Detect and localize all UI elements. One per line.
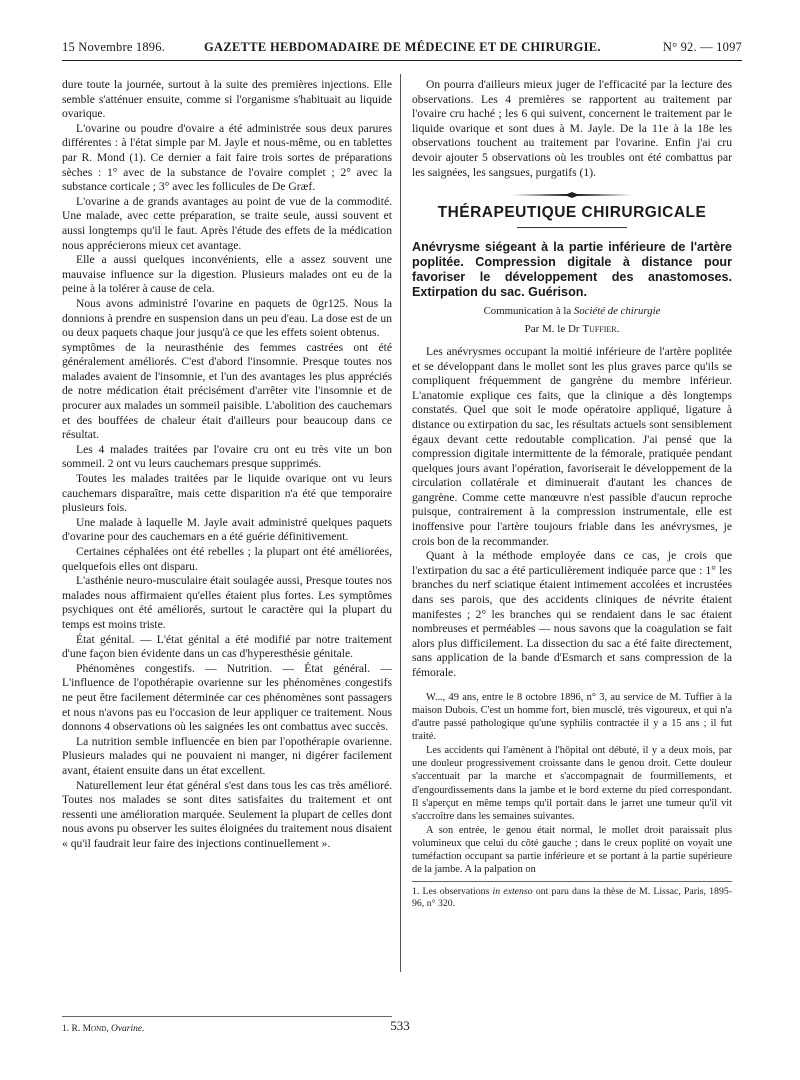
case-paragraph: W..., 49 ans, entre le 8 octobre 1896, n° 3, au service de M. Tuffier à la maison Dubois. C'est un homme fort, bien musclé, très vigoureux, et qui n'a d'autre passé pathologique qu'une syphilis contractée il y a 15 ans ; il fut traité. bbox=[412, 691, 732, 743]
paragraph: Elle a aussi quelques inconvénients, elle a assez souvent une mauvaise influence sur la digestion. Plusieurs malades ont eu de la peine à la tolérer à cause de cela. bbox=[62, 253, 392, 296]
paragraph: Phénomènes congestifs. — Nutrition. — État général. — L'influence de l'opothérapie ovarienne sur les phénomènes congestifs ne peut être facilement déterminée car ces phénomènes sont passagers et nous n'avons pas eu l'occasion de leur appliquer ce traitement. Nous donnons 4 observations où les saignées les ont combattus avec succès. bbox=[62, 661, 392, 734]
author-name: Tuffier. bbox=[582, 323, 620, 336]
section-rule bbox=[517, 227, 627, 228]
footnote-author: R. Mond, bbox=[71, 1024, 109, 1034]
paragraph: La nutrition semble influencée en bien par l'opothérapie ovarienne. Plusieurs malades qui ne pouvaient ni manger, ni digérer facilement avant, étaient ensuite dans un état excellent. bbox=[62, 734, 392, 777]
paragraph: Quant à la méthode employée dans ce cas, je crois que l'extirpation du sac a été particulièrement indiquée parce que : 1° les branches du nerf sciatique étaient intimement accolées et incrustées dans ses parois, que des accidents cliniques de névrite étaient manifestes ; 2° les branches qui se rendaient dans le sac étaient nombreuses et perméables — nous savons que la coagulation se fait alors plus difficilement. La dissection du sac a été faite directement, sans application de la bande d'Esmarch et sans compression de la fémorale. bbox=[412, 549, 732, 679]
paragraph: Nous avons administré l'ovarine en paquets de 0gr125. Nous la donnions à prendre en suspension dans un peu d'eau. La dose est de un ou deux paquets chaque jour jusqu'à ce que les effets soient obtenus. bbox=[62, 296, 392, 340]
footnote-work: Ovarine. bbox=[110, 1024, 145, 1034]
paragraph: L'asthénie neuro-musculaire était soulagée aussi, Presque toutes nos malades nous affirmaient qu'elles étaient plus fortes. Les symptômes psychiques ont été améliorés, surtout le caractère qui la plupart du temps est moins triste. bbox=[62, 574, 392, 631]
header-journal-title: GAZETTE HEBDOMADAIRE DE MÉDECINE ET DE CHIRURGIE. bbox=[204, 40, 601, 54]
intro-paragraph: On pourra d'ailleurs mieux juger de l'efficacité par la lecture des observations. Les 4 premières se rapportent au traitement par l'ovaire cru haché ; les 6 qui suivent, concernent le traitement par le liquide ovarique et sont dues à M. Jayle. De la 11e à la 18e les observations touchent au traitement par l'ovarine. Enfin j'ai cru devoir ajouter 5 observations où les troubles ont été combattus par les saignées, les sangsues, purgatifs (1). bbox=[412, 78, 732, 179]
case-paragraph: Les accidents qui l'amènent à l'hôpital ont débuté, il y a deux mois, par une douleur progressivement croissante dans le genou droit. Cette douleur s'accentuait par la marche et s'accompagnait de fourmillements, et d'engourdissements dans la jambe et le bord externe du pied correspondant. Il s'aperçut en même temps qu'il portait dans le jarret une tumeur qu'il vit s'accroître dans les semaines suivantes. bbox=[412, 744, 732, 823]
right-footnote bbox=[412, 881, 732, 911]
separator-ornament bbox=[512, 192, 632, 198]
communication-line bbox=[412, 304, 732, 319]
footnote-text-before: Les observations bbox=[422, 885, 490, 897]
footnote-number: 1. bbox=[62, 1024, 70, 1034]
page-header bbox=[62, 38, 742, 61]
right-column bbox=[412, 78, 732, 911]
communication-prefix: Communication à la bbox=[483, 304, 572, 317]
paragraph: État génital. — L'état génital a été modifié par notre traitement d'une façon bien évidente dans un cas d'hyperesthésie génitale. bbox=[62, 632, 392, 661]
left-column bbox=[62, 78, 392, 851]
footnote-number: 1. bbox=[412, 885, 420, 897]
paragraph: Les 4 malades traitées par l'ovaire cru ont eu très vite un bon sommeil. 2 ont vu leurs cauchemars presque supprimés. bbox=[62, 442, 392, 471]
paragraph: L'ovarine a de grands avantages au point de vue de la commodité. Une malade, avec cette préparation, se traite seule, aussi souvent et aussi longtemps qu'il le faut. Après l'étude des effets de la médication nous apprécierons mieux cet avantage. bbox=[62, 194, 392, 252]
column-divider bbox=[400, 74, 401, 972]
case-paragraph: A son entrée, le genou était normal, le mollet droit paraissait plus volumineux que celui du côté gauche ; dans le creux poplité on voyait une tuméfaction occupant sa partie inférieure et se portant à la partie supérieure de la jambe. A la palpation on bbox=[412, 824, 732, 876]
page-number: 533 bbox=[390, 1018, 410, 1033]
footnote-text-after: ont paru dans la thèse de M. Lissac, Paris, 1895-96, n° 320. bbox=[412, 885, 733, 910]
section-title: THÉRAPEUTIQUE CHIRURGICALE bbox=[437, 204, 707, 222]
paragraph: Naturellement leur état général s'est dans tous les cas très amélioré. Toutes nos malades se sont dites satisfaites du traitement et ont ressenti une amélioration marquée. Seulement la plupart de celles dont nous avons pu observer les suites éloignées du traitement nous disaient « qu'il faudrait leur faire des injections continuellement ». bbox=[62, 778, 392, 850]
article-title: Anévrysme siégeant à la partie inférieure de l'artère poplitée. Compression digitale à distance pour favoriser le développement des anastomoses. Extirpation du sac. Guérison. bbox=[412, 239, 732, 299]
paragraph: dure toute la journée, surtout à la suite des premières injections. Elle semble s'atténuer ensuite, comme si l'organisme s'habituait au liquide ovarique. bbox=[62, 78, 392, 121]
paragraph: L'ovarine ou poudre d'ovaire a été administrée sous deux parures différentes : à l'état simple par M. Jayle et nous-même, ou en tablettes par R. Mond (1). Ce dernier a fait faire trois sortes de préparations sèches : 1° avec de la substance de l'ovaire complet ; 2° avec la substance corticale ; 3° avec les follicules de De Græf. bbox=[62, 121, 392, 194]
header-date: 15 Novembre 1896. bbox=[62, 40, 166, 54]
paragraph: Une malade à laquelle M. Jayle avait administré quelques paquets d'ovarine pour des cauchemars en a été guérie définitivement. bbox=[62, 515, 392, 544]
paragraph: symptômes de la neurasthénie des femmes castrées ont été généralement améliorés. C'est d'abord l'insomnie. Presque toutes nos malades avaient de l'insomnie, et l'un des avantages les plus appréciés de notre médication était précisément d'arrêter vite l'insomnie et de procurer aux malades un sommeil paisible. L'abolition des cauchemars et des bouffées de chaleur était d'ailleurs pour beaucoup dans ce résultat. bbox=[62, 340, 392, 442]
author-line bbox=[412, 322, 732, 337]
case-report bbox=[412, 691, 732, 877]
footnote-emphasis: in extenso bbox=[492, 885, 533, 897]
paragraph: Les anévrysmes occupant la moitié inférieure de l'artère poplitée et se développant dans le mollet sont les plus graves parce qu'ils se compliquent fréquemment de gangrène du membre inférieur. L'anatomie explique ces faits, que la clinique a dès longtemps constatés. Quel que soit le mode opératoire appliqué, ligature à distance ou extirpation du sac, les résultats actuels sont sensiblement égaux devant cette redoutable complication. J'ai pensé que la compression digitale intermittente de la fémorale, pratiquée pendant quelques jours avant l'opération, favoriserait le développement de la circulation collatérale et diminuerait d'autant les chances de gangrène. Comme cette manœuvre n'est passible d'aucun reproche puisque, contrairement à la compression instrumentale, elle est inoffensive pour l'artère toujours friable dans les anévrysmes, je crois bon de la recommander. bbox=[412, 344, 732, 548]
paragraph: Toutes les malades traitées par le liquide ovarique ont vu leurs cauchemars disparaître, mais cette disparition n'a été que temporaire plusieurs fois. bbox=[62, 472, 392, 515]
paragraph: Certaines céphalées ont été rebelles ; la plupart ont été améliorées, quelquefois elles ont disparu. bbox=[62, 545, 392, 573]
communication-society: Société de chirurgie bbox=[573, 304, 661, 317]
header-issue-page: N° 92. — 1097 bbox=[662, 40, 742, 54]
author-prefix: Par M. le Dr bbox=[524, 323, 580, 336]
